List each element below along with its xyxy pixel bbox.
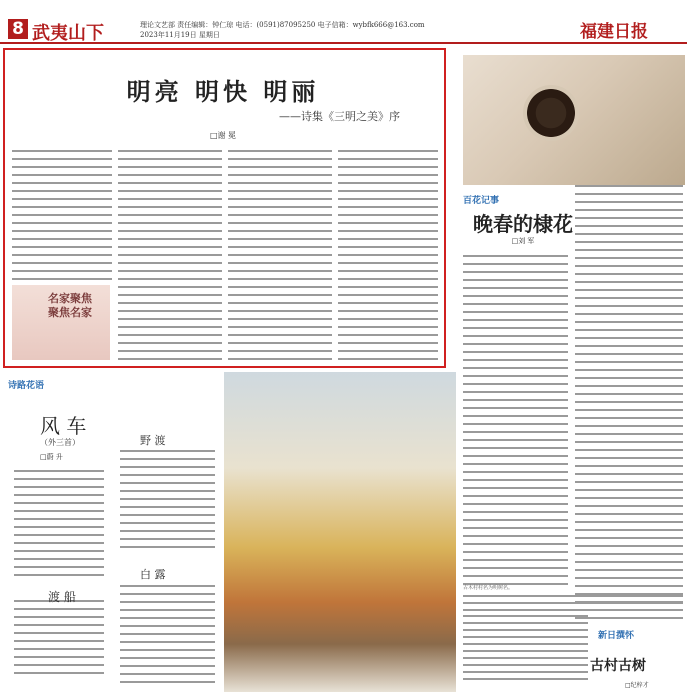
text-line bbox=[120, 466, 215, 468]
text-line bbox=[120, 625, 215, 627]
text-line bbox=[120, 506, 215, 508]
text-line bbox=[120, 458, 215, 460]
text-line bbox=[12, 166, 112, 168]
text-line bbox=[575, 329, 683, 331]
text-line bbox=[14, 470, 104, 472]
text-line bbox=[120, 673, 215, 675]
text-line bbox=[463, 343, 568, 345]
text-line bbox=[338, 294, 438, 296]
text-line bbox=[463, 636, 588, 638]
article-author: □谢 冕 bbox=[209, 131, 237, 140]
text-line bbox=[575, 273, 683, 275]
text-line bbox=[120, 514, 215, 516]
text-line bbox=[575, 353, 683, 355]
text-line bbox=[120, 641, 215, 643]
text-line bbox=[463, 295, 568, 297]
text-line bbox=[228, 270, 332, 272]
text-line bbox=[575, 401, 683, 403]
text-line bbox=[575, 513, 683, 515]
text-line bbox=[463, 471, 568, 473]
text-line bbox=[463, 375, 568, 377]
text-line bbox=[575, 465, 683, 467]
text-line bbox=[120, 530, 215, 532]
text-line bbox=[228, 278, 332, 280]
text-line bbox=[463, 319, 568, 321]
text-line bbox=[463, 351, 568, 353]
text-line bbox=[12, 254, 112, 256]
text-line bbox=[228, 246, 332, 248]
text-line bbox=[12, 214, 112, 216]
essay-author-2: □纪梓才 bbox=[625, 682, 649, 689]
text-line bbox=[228, 294, 332, 296]
text-line bbox=[463, 399, 568, 401]
text-line bbox=[120, 681, 215, 683]
text-line bbox=[575, 473, 683, 475]
landscape-painting bbox=[224, 372, 456, 692]
text-line bbox=[228, 310, 332, 312]
text-line bbox=[575, 425, 683, 427]
poem-author: □蔚 升 bbox=[40, 453, 63, 461]
text-line bbox=[463, 423, 568, 425]
text-line bbox=[118, 270, 222, 272]
ad-text-1: 名家聚焦 bbox=[48, 292, 92, 305]
text-line bbox=[228, 254, 332, 256]
poem-tag: 诗路花语 bbox=[8, 381, 45, 391]
text-line bbox=[228, 358, 332, 360]
text-line bbox=[118, 254, 222, 256]
text-line bbox=[120, 649, 215, 651]
text-line bbox=[575, 489, 683, 491]
text-line bbox=[463, 629, 588, 631]
text-line bbox=[118, 150, 222, 152]
text-line bbox=[118, 214, 222, 216]
text-line bbox=[575, 209, 683, 211]
text-line bbox=[575, 417, 683, 419]
text-line bbox=[120, 665, 215, 667]
text-line bbox=[575, 313, 683, 315]
text-line bbox=[463, 543, 568, 545]
column-tag: 百花记事 bbox=[463, 196, 500, 206]
tea-cup-icon bbox=[523, 85, 579, 141]
text-line bbox=[118, 206, 222, 208]
text-line bbox=[463, 487, 568, 489]
text-line bbox=[118, 342, 222, 344]
text-line bbox=[118, 198, 222, 200]
text-line bbox=[338, 182, 438, 184]
text-line bbox=[575, 257, 683, 259]
text-line bbox=[228, 326, 332, 328]
text-line bbox=[12, 230, 112, 232]
text-line bbox=[338, 214, 438, 216]
text-line bbox=[463, 511, 568, 513]
text-line bbox=[118, 262, 222, 264]
text-line bbox=[120, 490, 215, 492]
text-line bbox=[575, 369, 683, 371]
text-line bbox=[575, 217, 683, 219]
text-line bbox=[463, 359, 568, 361]
text-line bbox=[338, 238, 438, 240]
text-line bbox=[575, 561, 683, 563]
text-line bbox=[575, 553, 683, 555]
text-line bbox=[338, 198, 438, 200]
text-line bbox=[120, 482, 215, 484]
text-line bbox=[118, 334, 222, 336]
text-line bbox=[338, 334, 438, 336]
text-line bbox=[463, 527, 568, 529]
text-line bbox=[228, 230, 332, 232]
text-line bbox=[575, 297, 683, 299]
text-line bbox=[118, 286, 222, 288]
text-line bbox=[463, 463, 568, 465]
text-line bbox=[118, 326, 222, 328]
text-line bbox=[228, 286, 332, 288]
text-line bbox=[14, 574, 104, 576]
text-line bbox=[14, 502, 104, 504]
text-line bbox=[14, 672, 104, 674]
text-line bbox=[14, 518, 104, 520]
text-line bbox=[228, 318, 332, 320]
text-line bbox=[338, 278, 438, 280]
text-line bbox=[12, 174, 112, 176]
text-line bbox=[118, 302, 222, 304]
text-line bbox=[118, 174, 222, 176]
text-line bbox=[575, 617, 683, 619]
text-line bbox=[575, 441, 683, 443]
text-line bbox=[12, 190, 112, 192]
text-line bbox=[463, 287, 568, 289]
text-line bbox=[463, 383, 568, 385]
text-line bbox=[118, 182, 222, 184]
text-line bbox=[14, 478, 104, 480]
text-line bbox=[118, 190, 222, 192]
text-line bbox=[338, 206, 438, 208]
caption: 古木村村名为明树名。 bbox=[463, 585, 514, 591]
text-line bbox=[14, 664, 104, 666]
text-line bbox=[14, 486, 104, 488]
text-line bbox=[575, 409, 683, 411]
text-line bbox=[120, 609, 215, 611]
text-line bbox=[575, 497, 683, 499]
text-line bbox=[228, 166, 332, 168]
essay-title-2: 古村古树 bbox=[590, 658, 646, 674]
text-line bbox=[463, 567, 568, 569]
text-line bbox=[228, 150, 332, 152]
text-line bbox=[463, 678, 588, 680]
text-line bbox=[14, 542, 104, 544]
text-line bbox=[575, 321, 683, 323]
article-title: 明亮 明快 明丽 bbox=[126, 77, 320, 106]
text-line bbox=[463, 535, 568, 537]
text-line bbox=[14, 494, 104, 496]
text-line bbox=[575, 385, 683, 387]
text-line bbox=[228, 206, 332, 208]
text-line bbox=[463, 671, 588, 673]
text-line bbox=[463, 657, 588, 659]
text-line bbox=[120, 546, 215, 548]
text-line bbox=[12, 198, 112, 200]
text-line bbox=[575, 569, 683, 571]
text-line bbox=[120, 498, 215, 500]
text-line bbox=[12, 246, 112, 248]
text-line bbox=[14, 640, 104, 642]
text-line bbox=[228, 198, 332, 200]
text-line bbox=[118, 222, 222, 224]
text-line bbox=[118, 230, 222, 232]
text-line bbox=[463, 479, 568, 481]
text-line bbox=[463, 391, 568, 393]
text-line bbox=[338, 166, 438, 168]
text-line bbox=[338, 254, 438, 256]
text-line bbox=[338, 230, 438, 232]
text-line bbox=[118, 310, 222, 312]
text-line bbox=[463, 311, 568, 313]
text-line bbox=[12, 238, 112, 240]
text-line bbox=[12, 278, 112, 280]
text-line bbox=[12, 182, 112, 184]
text-line bbox=[228, 190, 332, 192]
text-line bbox=[228, 222, 332, 224]
text-line bbox=[575, 225, 683, 227]
text-line bbox=[463, 519, 568, 521]
text-line bbox=[463, 602, 683, 604]
text-line bbox=[120, 522, 215, 524]
text-line bbox=[338, 270, 438, 272]
text-line bbox=[463, 303, 568, 305]
poem-subtitle: （外三首） bbox=[40, 438, 80, 447]
text-line bbox=[575, 185, 683, 187]
essay-author: □刘 军 bbox=[511, 237, 535, 245]
text-line bbox=[338, 174, 438, 176]
text-line bbox=[338, 246, 438, 248]
text-line bbox=[120, 633, 215, 635]
text-line bbox=[575, 537, 683, 539]
text-line bbox=[338, 286, 438, 288]
text-line bbox=[338, 326, 438, 328]
text-line bbox=[575, 361, 683, 363]
poem-title-3: 野 渡 bbox=[140, 434, 166, 447]
text-line bbox=[118, 318, 222, 320]
editor-info: 理论文艺部 责任编辑：钟仁琼 电话：(0591)87095250 电子信箱：wybfk666@163.com bbox=[140, 21, 425, 29]
text-line bbox=[228, 342, 332, 344]
text-line bbox=[118, 158, 222, 160]
text-line bbox=[463, 609, 683, 611]
poem-title: 风 车 bbox=[40, 414, 87, 438]
text-line bbox=[228, 350, 332, 352]
text-line bbox=[12, 222, 112, 224]
text-line bbox=[118, 278, 222, 280]
text-line bbox=[14, 632, 104, 634]
text-line bbox=[463, 551, 568, 553]
text-line bbox=[575, 457, 683, 459]
text-line bbox=[463, 495, 568, 497]
text-line bbox=[118, 294, 222, 296]
text-line bbox=[575, 529, 683, 531]
text-line bbox=[463, 559, 568, 561]
text-line bbox=[463, 650, 588, 652]
text-line bbox=[463, 575, 568, 577]
text-line bbox=[14, 566, 104, 568]
text-line bbox=[338, 150, 438, 152]
text-line bbox=[463, 503, 568, 505]
text-line bbox=[14, 534, 104, 536]
text-line bbox=[12, 158, 112, 160]
text-line bbox=[463, 327, 568, 329]
text-line bbox=[338, 190, 438, 192]
poem-title-4: 白 露 bbox=[140, 568, 166, 581]
section-title: 武夷山下 bbox=[32, 23, 104, 44]
text-line bbox=[12, 150, 112, 152]
text-line bbox=[120, 474, 215, 476]
text-line bbox=[338, 158, 438, 160]
text-line bbox=[575, 201, 683, 203]
text-line bbox=[463, 415, 568, 417]
text-line bbox=[118, 238, 222, 240]
text-line bbox=[14, 550, 104, 552]
text-line bbox=[575, 249, 683, 251]
text-line bbox=[575, 281, 683, 283]
text-line bbox=[338, 342, 438, 344]
text-line bbox=[575, 345, 683, 347]
text-line bbox=[463, 664, 588, 666]
page-number: 8 bbox=[8, 19, 28, 39]
text-line bbox=[575, 521, 683, 523]
text-line bbox=[228, 158, 332, 160]
text-line bbox=[14, 558, 104, 560]
text-line bbox=[575, 505, 683, 507]
text-line bbox=[338, 262, 438, 264]
text-line bbox=[575, 233, 683, 235]
text-line bbox=[120, 585, 215, 587]
text-line bbox=[463, 615, 588, 617]
text-line bbox=[575, 241, 683, 243]
column-tag-2: 新日撰怀 bbox=[598, 631, 635, 641]
text-line bbox=[120, 617, 215, 619]
text-line bbox=[14, 510, 104, 512]
text-line bbox=[463, 367, 568, 369]
text-line bbox=[14, 656, 104, 658]
text-line bbox=[463, 279, 568, 281]
text-line bbox=[575, 265, 683, 267]
text-line bbox=[14, 526, 104, 528]
text-line bbox=[118, 166, 222, 168]
text-line bbox=[120, 601, 215, 603]
text-line bbox=[228, 182, 332, 184]
text-line bbox=[12, 262, 112, 264]
text-line bbox=[228, 238, 332, 240]
text-line bbox=[575, 305, 683, 307]
essay-title: 晚春的棣花 bbox=[473, 212, 573, 236]
text-line bbox=[228, 334, 332, 336]
text-line bbox=[575, 545, 683, 547]
text-line bbox=[575, 481, 683, 483]
text-line bbox=[463, 431, 568, 433]
newspaper-logo: 福建日报 bbox=[580, 22, 648, 42]
text-line bbox=[575, 377, 683, 379]
text-line bbox=[120, 593, 215, 595]
text-line bbox=[575, 433, 683, 435]
text-line bbox=[118, 246, 222, 248]
ad-text-2: 聚焦名家 bbox=[48, 306, 92, 319]
text-line bbox=[463, 407, 568, 409]
text-line bbox=[575, 337, 683, 339]
text-line bbox=[14, 616, 104, 618]
text-line bbox=[338, 358, 438, 360]
text-line bbox=[338, 222, 438, 224]
text-line bbox=[338, 350, 438, 352]
text-line bbox=[575, 577, 683, 579]
text-line bbox=[118, 358, 222, 360]
text-line bbox=[14, 624, 104, 626]
text-line bbox=[575, 193, 683, 195]
text-line bbox=[463, 447, 568, 449]
text-line bbox=[14, 648, 104, 650]
article-subtitle: ——诗集《三明之美》序 bbox=[279, 110, 400, 123]
text-line bbox=[120, 657, 215, 659]
text-line bbox=[463, 622, 588, 624]
text-line bbox=[228, 174, 332, 176]
text-line bbox=[120, 538, 215, 540]
text-line bbox=[338, 310, 438, 312]
text-line bbox=[14, 608, 104, 610]
text-line bbox=[12, 206, 112, 208]
issue-date: 2023年11月19日 星期日 bbox=[140, 31, 220, 39]
text-line bbox=[12, 270, 112, 272]
text-line bbox=[463, 455, 568, 457]
text-line bbox=[463, 595, 683, 597]
text-line bbox=[575, 393, 683, 395]
text-line bbox=[463, 335, 568, 337]
text-line bbox=[575, 289, 683, 291]
text-line bbox=[463, 271, 568, 273]
text-line bbox=[228, 302, 332, 304]
text-line bbox=[228, 262, 332, 264]
text-line bbox=[575, 449, 683, 451]
text-line bbox=[338, 302, 438, 304]
text-line bbox=[228, 214, 332, 216]
poem-title-2: 渡 船 bbox=[48, 590, 76, 604]
text-line bbox=[118, 350, 222, 352]
text-line bbox=[463, 439, 568, 441]
text-line bbox=[463, 263, 568, 265]
text-line bbox=[463, 255, 568, 257]
text-line bbox=[338, 318, 438, 320]
text-line bbox=[120, 450, 215, 452]
text-line bbox=[463, 643, 588, 645]
